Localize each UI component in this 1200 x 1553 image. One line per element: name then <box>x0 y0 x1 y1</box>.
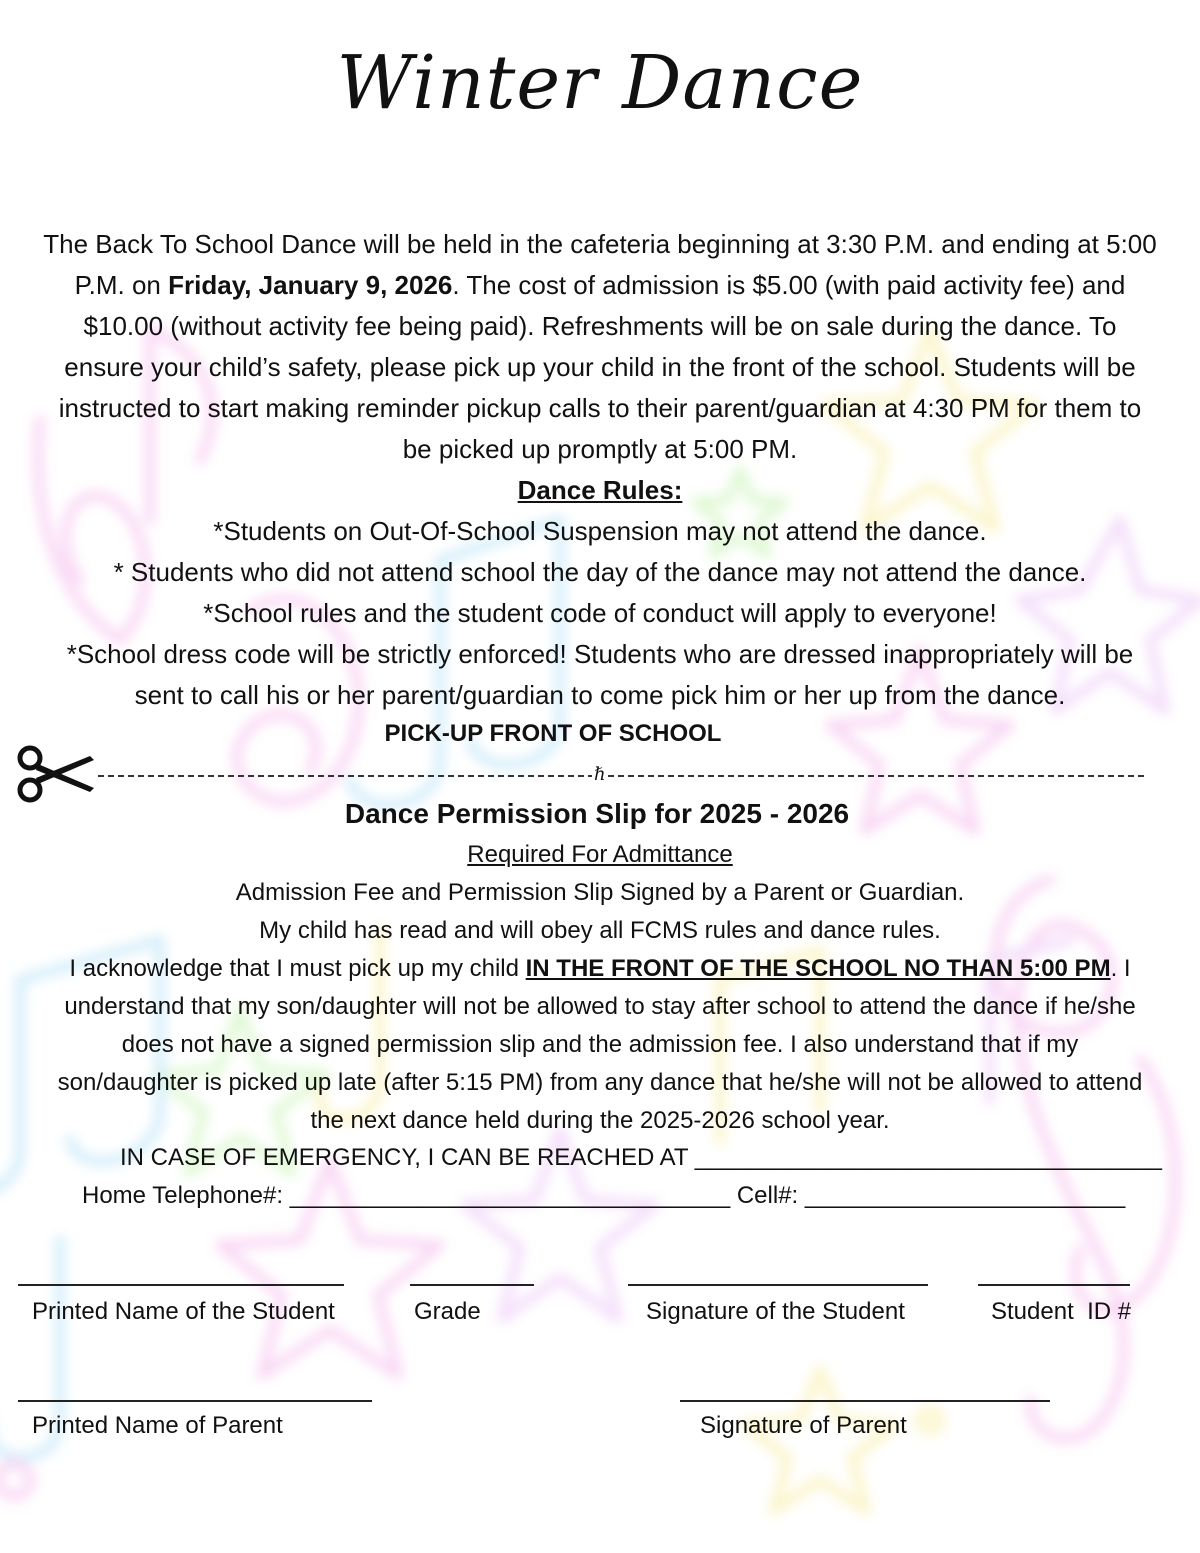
rule-item: sent to call his or her parent/guardian to come pick him or her up from the dance. <box>134 680 1066 710</box>
emergency-contact-field[interactable]: IN CASE OF EMERGENCY, I CAN BE REACHED AT ___________________________________ <box>120 1144 1162 1171</box>
rule-item: *Students on Out-Of-School Suspension may not attend the dance. <box>213 516 987 546</box>
rule-item: *School dress code will be strictly enforced! Students who are dressed inappropriately will be <box>66 639 1134 669</box>
pickup-requirement: IN THE FRONT OF THE SCHOOL NO THAN 5:00 PM <box>525 955 1111 982</box>
rule-item: *School rules and the student code of conduct will apply to everyone! <box>203 598 997 628</box>
parent-signature-field[interactable] <box>680 1400 1050 1402</box>
intro-line <box>14 265 1186 306</box>
grade-label: Grade <box>414 1298 481 1325</box>
student-id-field[interactable] <box>978 1284 1130 1286</box>
intro-text: . The cost of admission is $5.00 (with paid activity fee) and <box>452 270 1126 300</box>
permission-slip-title: Dance Permission Slip for 2025 - 2026 <box>344 798 850 829</box>
student-signature-label: Signature of the Student <box>646 1298 905 1325</box>
scissors-icon <box>14 744 98 804</box>
event-date: Friday, January 9, 2026 <box>168 270 453 300</box>
page-title: Winter Dance <box>336 40 864 126</box>
cut-mark: ℏ <box>594 764 606 785</box>
intro-line: be picked up promptly at 5:00 PM. <box>402 434 798 464</box>
slip-line: does not have a signed permission slip and the admission fee. I also understand that if my <box>121 1031 1079 1058</box>
event-description <box>14 224 1186 716</box>
rules-heading: Dance Rules: <box>517 475 683 505</box>
slip-line <box>14 950 1186 988</box>
pickup-notice: PICK-UP FRONT OF SCHOOL <box>384 720 722 747</box>
intro-text: P.M. on <box>74 270 169 300</box>
grade-field[interactable] <box>410 1284 534 1286</box>
parent-name-label: Printed Name of Parent <box>32 1412 283 1439</box>
intro-line: The Back To School Dance will be held in the cafeteria beginning at 3:30 P.M. and ending at 5:00 <box>43 229 1157 259</box>
rule-item: * Students who did not attend school the day of the dance may not attend the dance. <box>113 557 1087 587</box>
student-signature-field[interactable] <box>628 1284 928 1286</box>
slip-line: son/daughter is picked up late (after 5:15 PM) from any dance that he/she will not be allowed to attend <box>57 1069 1143 1096</box>
slip-text: . I <box>1110 955 1131 982</box>
student-name-field[interactable] <box>18 1284 344 1286</box>
student-name-label: Printed Name of the Student <box>32 1298 335 1325</box>
slip-text: I acknowledge that I must pick up my child <box>69 955 526 982</box>
parent-name-field[interactable] <box>18 1400 372 1402</box>
intro-line: instructed to start making reminder pickup calls to their parent/guardian at 4:30 PM for them to <box>58 393 1142 423</box>
slip-line: My child has read and will obey all FCMS rules and dance rules. <box>259 917 941 944</box>
permission-slip-text <box>14 836 1186 1140</box>
slip-line: Admission Fee and Permission Slip Signed by a Parent or Guardian. <box>235 879 965 906</box>
intro-line: $10.00 (without activity fee being paid). Refreshments will be on sale during the dance. To <box>83 311 1117 341</box>
student-id-label: Student ID # <box>991 1298 1132 1325</box>
slip-subtitle: Required For Admittance <box>467 841 733 868</box>
cut-line <box>14 744 1144 804</box>
intro-line: ensure your child’s safety, please pick up your child in the front of the school. Students will be <box>64 352 1136 382</box>
slip-line: understand that my son/daughter will not be allowed to stay after school to attend the dance if he/she <box>64 993 1136 1020</box>
telephone-fields[interactable]: Home Telephone#: _________________________________ Cell#: ________________________ <box>82 1182 1126 1209</box>
parent-signature-label: Signature of Parent <box>700 1412 907 1439</box>
dashed-cut-line <box>98 775 1144 777</box>
slip-line: the next dance held during the 2025-2026 school year. <box>310 1107 890 1134</box>
